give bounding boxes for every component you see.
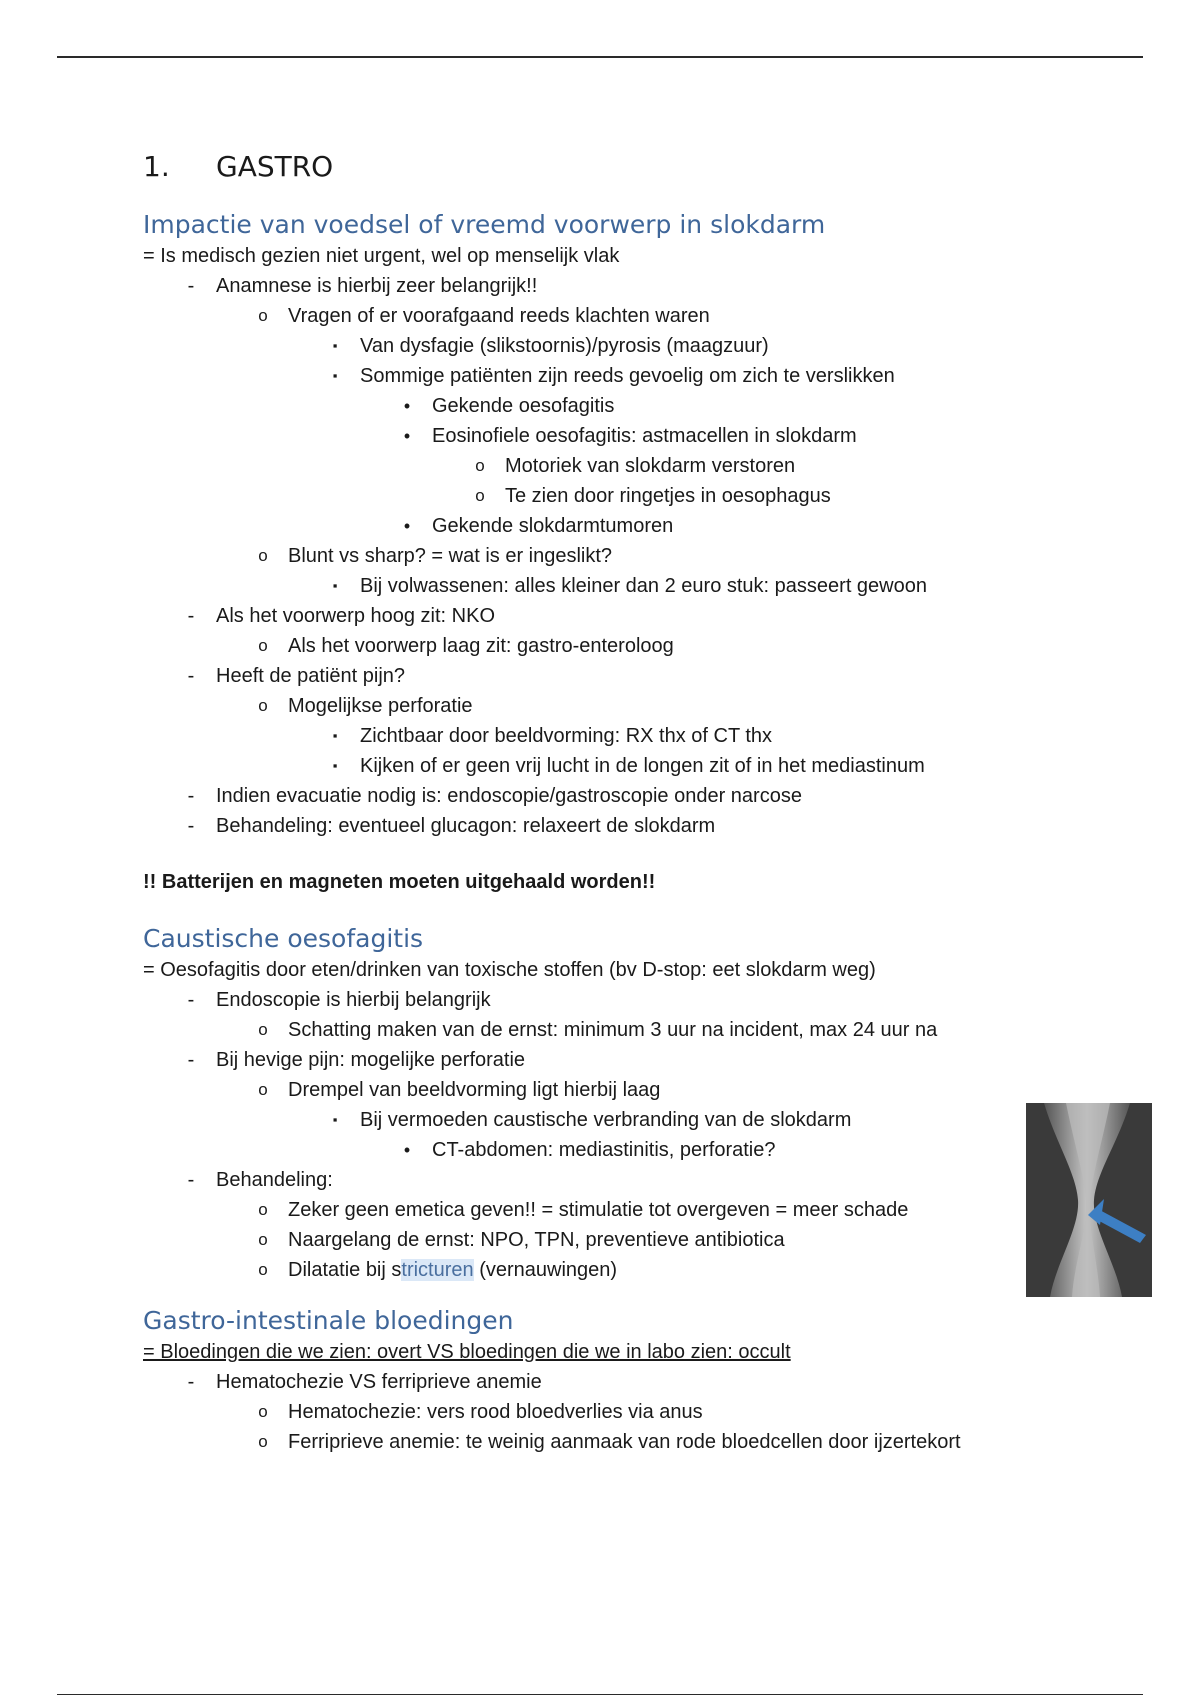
- footer-rule: [57, 1694, 1143, 1695]
- list-item: o Vragen of er voorafgaand reeds klachten waren: [143, 301, 1023, 331]
- list-item: - Als het voorwerp hoog zit: NKO: [143, 601, 1023, 631]
- chapter-name: GASTRO: [216, 150, 334, 183]
- square-bullet: ▪: [332, 368, 338, 383]
- list-item: - Behandeling: eventueel glucagon: relaxeert de slokdarm: [143, 811, 1023, 841]
- list-item: - Indien evacuatie nodig is: endoscopie/gastroscopie onder narcose: [143, 781, 1023, 811]
- list-item: o Te zien door ringetjes in oesophagus: [143, 481, 1023, 511]
- section-heading-bloedingen: Gastro-intestinale bloedingen: [143, 1306, 514, 1335]
- dash-bullet: -: [187, 989, 195, 1011]
- circle-bullet: o: [258, 1080, 268, 1099]
- list-item: - Hematochezie VS ferriprieve anemie: [143, 1367, 1023, 1397]
- xray-esophagus-graphic: [1026, 1103, 1152, 1297]
- dash-bullet: -: [187, 1049, 195, 1071]
- section-intro: = Bloedingen die we zien: overt VS bloedingen die we in labo zien: occult: [143, 1341, 791, 1363]
- dot-bullet: •: [403, 516, 411, 536]
- list-item: ▪ Bij volwassenen: alles kleiner dan 2 euro stuk: passeert gewoon: [143, 571, 1023, 601]
- list-item: o Dilatatie bij stricturen (vernauwingen): [143, 1255, 1023, 1285]
- list-item: • CT-abdomen: mediastinitis, perforatie?: [143, 1135, 1023, 1165]
- list-item: o Mogelijkse perforatie: [143, 691, 1023, 721]
- warning-note: !! Batterijen en magneten moeten uitgehaald worden!!: [143, 871, 656, 893]
- dot-bullet: •: [403, 396, 411, 416]
- circle-bullet: o: [258, 1260, 268, 1279]
- circle-bullet: o: [258, 1020, 268, 1039]
- circle-bullet: o: [258, 1432, 268, 1451]
- circle-bullet: o: [258, 546, 268, 565]
- dash-bullet: -: [187, 815, 195, 837]
- circle-bullet: o: [258, 306, 268, 325]
- dot-bullet: •: [403, 426, 411, 446]
- list-item: - Heeft de patiënt pijn?: [143, 661, 1023, 691]
- list-item: • Eosinofiele oesofagitis: astmacellen in slokdarm: [143, 421, 1023, 451]
- circle-bullet: o: [258, 696, 268, 715]
- dot-bullet: •: [403, 1140, 411, 1160]
- bullet-list: [143, 985, 1023, 1285]
- chapter-title: [143, 150, 1023, 183]
- square-bullet: ▪: [332, 728, 338, 743]
- list-item: - Bij hevige pijn: mogelijke perforatie: [143, 1045, 1023, 1075]
- dash-bullet: -: [187, 665, 195, 687]
- square-bullet: ▪: [332, 758, 338, 773]
- list-item: o Schatting maken van de ernst: minimum 3 uur na incident, max 24 uur na: [143, 1015, 1023, 1045]
- square-bullet: ▪: [332, 338, 338, 353]
- list-item: o Drempel van beeldvorming ligt hierbij laag: [143, 1075, 1023, 1105]
- list-item: ▪ Sommige patiënten zijn reeds gevoelig om zich te verslikken: [143, 361, 1023, 391]
- dash-bullet: -: [187, 785, 195, 807]
- list-item: o Blunt vs sharp? = wat is er ingeslikt?: [143, 541, 1023, 571]
- list-item: - Behandeling:: [143, 1165, 1023, 1195]
- chapter-number: 1.: [143, 150, 170, 183]
- list-item: ▪ Bij vermoeden caustische verbranding van de slokdarm: [143, 1105, 1023, 1135]
- section-intro: = Oesofagitis door eten/drinken van toxische stoffen (bv D-stop: eet slokdarm weg): [143, 959, 876, 981]
- square-bullet: ▪: [332, 1112, 338, 1127]
- circle-bullet: o: [475, 456, 485, 475]
- list-item: ▪ Van dysfagie (slikstoornis)/pyrosis (maagzuur): [143, 331, 1023, 361]
- section-heading-impactie: Impactie van voedsel of vreemd voorwerp in slokdarm: [143, 210, 826, 239]
- list-item: o Hematochezie: vers rood bloedverlies via anus: [143, 1397, 1023, 1427]
- circle-bullet: o: [258, 1402, 268, 1421]
- square-bullet: ▪: [332, 578, 338, 593]
- list-item: - Anamnese is hierbij zeer belangrijk!!: [143, 271, 1023, 301]
- list-item: - Endoscopie is hierbij belangrijk: [143, 985, 1023, 1015]
- highlighted-term: tricturen: [401, 1259, 474, 1281]
- circle-bullet: o: [475, 486, 485, 505]
- bullet-list: [143, 1367, 1023, 1457]
- list-item: o Als het voorwerp laag zit: gastro-enteroloog: [143, 631, 1023, 661]
- circle-bullet: o: [258, 1230, 268, 1249]
- bullet-list: [143, 271, 1023, 841]
- list-item: • Gekende oesofagitis: [143, 391, 1023, 421]
- list-item: ▪ Zichtbaar door beeldvorming: RX thx of CT thx: [143, 721, 1023, 751]
- list-item: o Ferriprieve anemie: te weinig aanmaak van rode bloedcellen door ijzertekort: [143, 1427, 1023, 1457]
- list-item: • Gekende slokdarmtumoren: [143, 511, 1023, 541]
- circle-bullet: o: [258, 636, 268, 655]
- list-item: o Motoriek van slokdarm verstoren: [143, 451, 1023, 481]
- document-body: [143, 138, 1023, 1457]
- dash-bullet: -: [187, 605, 195, 627]
- list-item: ▪ Kijken of er geen vrij lucht in de longen zit of in het mediastinum: [143, 751, 1023, 781]
- circle-bullet: o: [258, 1200, 268, 1219]
- dash-bullet: -: [187, 1169, 195, 1191]
- dash-bullet: -: [187, 1371, 195, 1393]
- xray-image: [1026, 1103, 1152, 1297]
- header-rule: [57, 56, 1143, 58]
- section-intro: = Is medisch gezien niet urgent, wel op menselijk vlak: [143, 245, 620, 267]
- list-item: o Zeker geen emetica geven!! = stimulatie tot overgeven = meer schade: [143, 1195, 1023, 1225]
- list-item: o Naargelang de ernst: NPO, TPN, preventieve antibiotica: [143, 1225, 1023, 1255]
- section-heading-caustisch: Caustische oesofagitis: [143, 924, 424, 953]
- dash-bullet: -: [187, 275, 195, 297]
